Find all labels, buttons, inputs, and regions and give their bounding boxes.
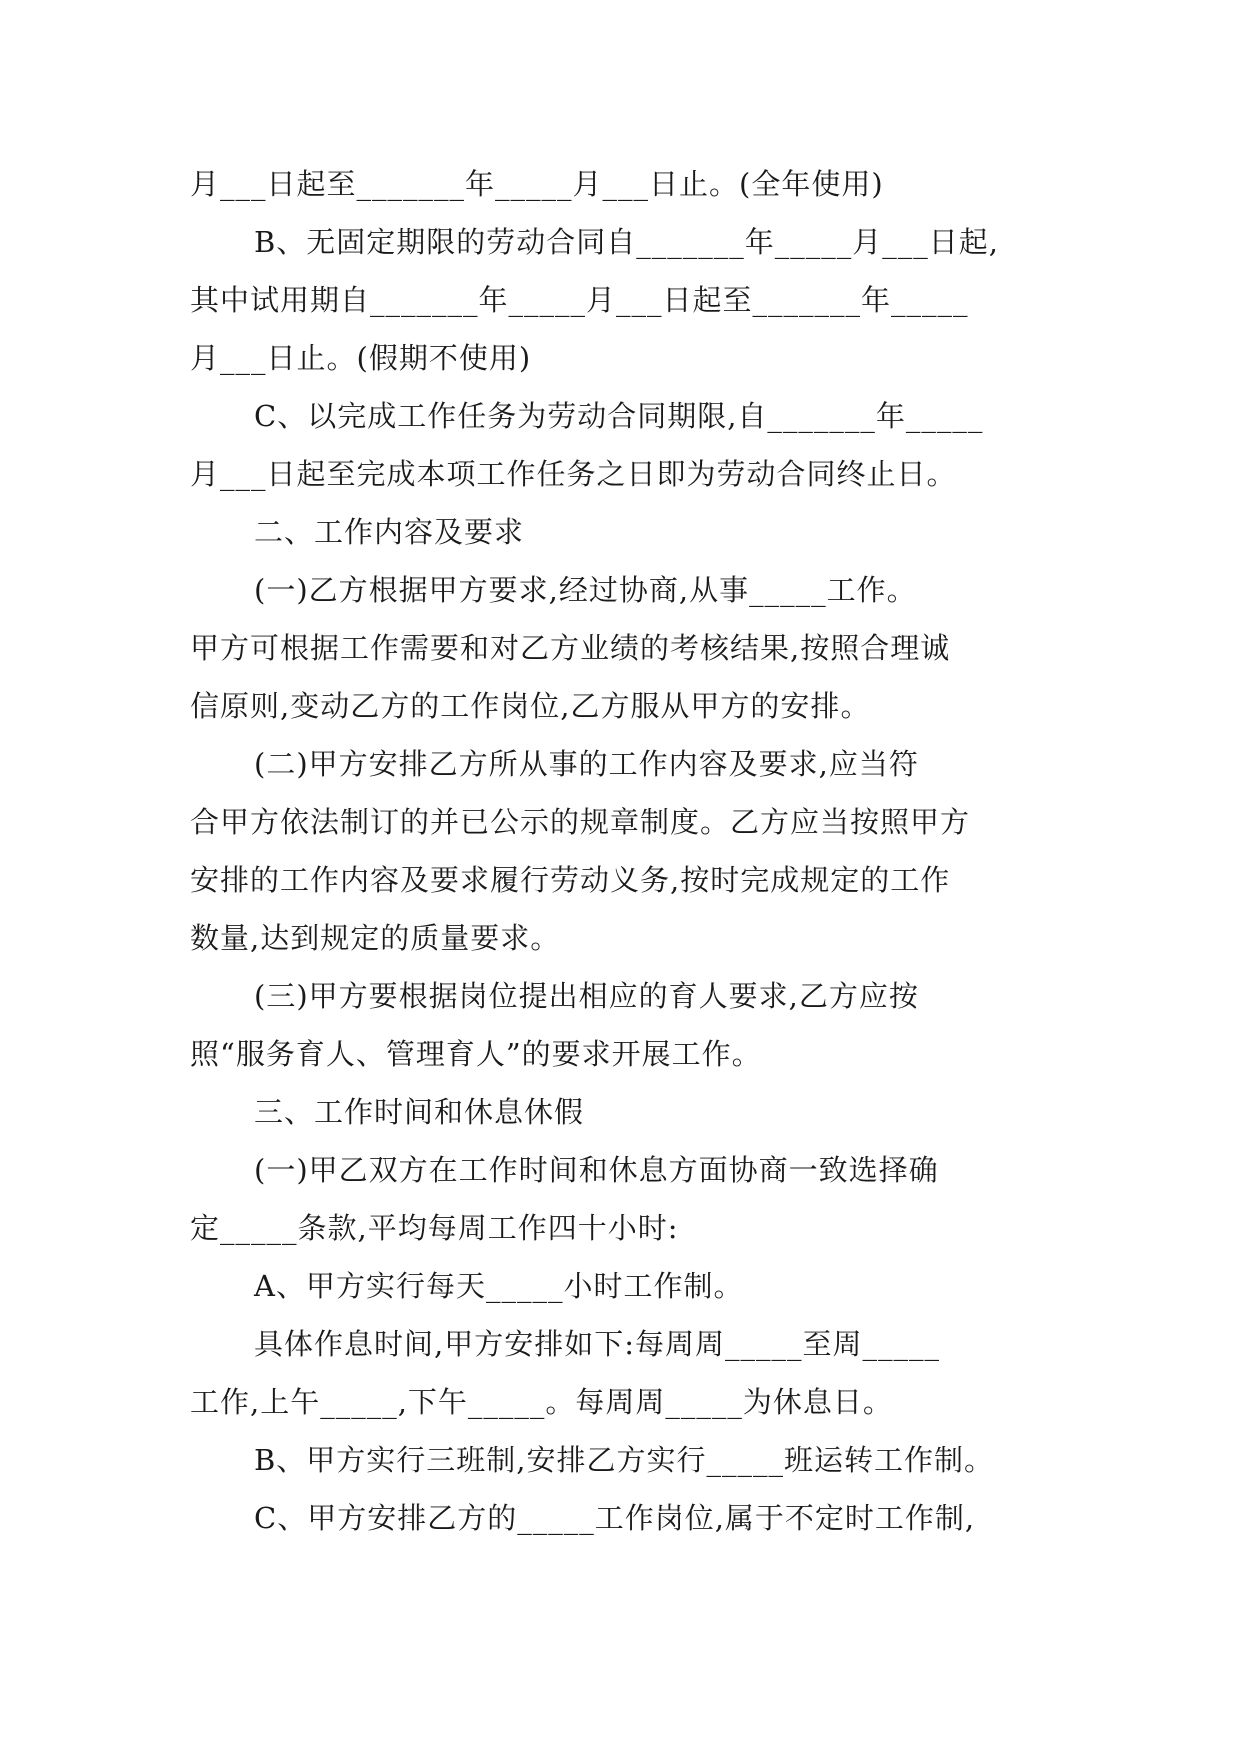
text-line: A、甲方实行每天_____小时工作制。	[254, 1269, 744, 1303]
text-line: (三)甲方要根据岗位提出相应的育人要求,乙方应按	[254, 979, 919, 1013]
text-line: 信原则,变动乙方的工作岗位,乙方服从甲方的安排。	[190, 689, 871, 723]
text-line: 月___日止。(假期不使用)	[190, 341, 532, 375]
text-line: B、无固定期限的劳动合同自_______年_____月___日起,	[254, 225, 1000, 259]
text-line: 合甲方依法制订的并已公示的规章制度。乙方应当按照甲方	[190, 805, 971, 839]
text-line: 安排的工作内容及要求履行劳动义务,按时完成规定的工作	[190, 863, 951, 897]
text-line: 其中试用期自_______年_____月___日起至_______年_____	[190, 283, 969, 317]
text-line: 定_____条款,平均每周工作四十小时:	[190, 1211, 679, 1245]
text-line: (二)甲方安排乙方所从事的工作内容及要求,应当符	[254, 747, 919, 781]
section-heading: 二、工作内容及要求	[254, 515, 525, 549]
text-line: C、甲方安排乙方的_____工作岗位,属于不定时工作制,	[254, 1501, 976, 1535]
text-line: 甲方可根据工作需要和对乙方业绩的考核结果,按照合理诚	[190, 631, 951, 665]
text-line: 数量,达到规定的质量要求。	[190, 921, 561, 955]
text-line: (一)乙方根据甲方要求,经过协商,从事_____工作。	[254, 573, 917, 607]
text-line: C、以完成工作任务为劳动合同期限,自_______年_____	[254, 399, 984, 433]
text-line: 月___日起至完成本项工作任务之日即为劳动合同终止日。	[190, 457, 957, 491]
text-line: B、甲方实行三班制,安排乙方实行_____班运转工作制。	[254, 1443, 995, 1477]
text-line: 月___日起至_______年_____月___日止。(全年使用)	[190, 167, 884, 201]
text-line: (一)甲乙双方在工作时间和休息方面协商一致选择确	[254, 1153, 939, 1187]
section-heading: 三、工作时间和休息休假	[254, 1095, 585, 1129]
text-line: 工作,上午_____,下午_____。每周周_____为休息日。	[190, 1385, 893, 1419]
text-line: 照“服务育人、管理育人”的要求开展工作。	[190, 1037, 762, 1071]
document-page	[190, 155, 1070, 1547]
text-line: 具体作息时间,甲方安排如下:每周周_____至周_____	[254, 1327, 940, 1361]
